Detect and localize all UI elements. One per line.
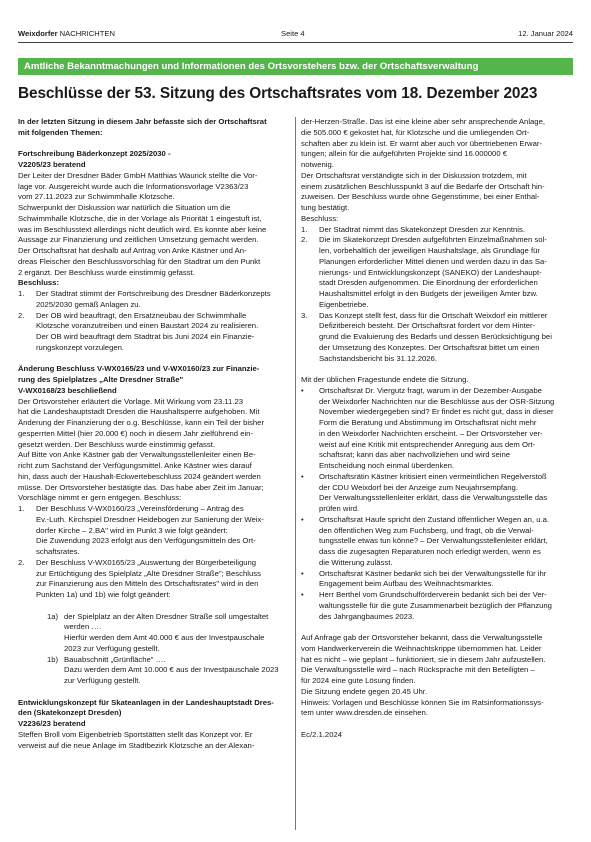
text-line: hat die Landeshauptstadt Dresden die Haushaltsperre aufgehoben. Mit xyxy=(18,407,260,417)
text-line: Planungen erforderlicher Mittel dienen und werden dazu in das Sa- xyxy=(319,256,547,266)
text-line: Form die Beratung und Abstimmung im Ortschaftsrat nicht mehr xyxy=(319,418,537,427)
section-banner: Amtliche Bekanntmachungen und Informationen des Ortsvorstehers bzw. der Ortschaftsverwaltung xyxy=(18,58,573,75)
text-line: den öffentlichen Weg zum Fuchsberg, und fragt, ob die Verwal- xyxy=(319,525,534,535)
list-item xyxy=(18,504,289,558)
text-line: Der Stadtrat nimmt das Skatekonzept Dresden zur Kenntnis. xyxy=(319,224,525,234)
text-line: tem unter www.dresden.de einsehen. xyxy=(301,708,428,718)
text-line: Ortschaftsrätin Kästner kritisiert einen vermeintlichen Regelverstoß xyxy=(319,471,547,481)
section-heading-spielplatz xyxy=(18,364,289,396)
text-line: 2 ergänzt. Der Beschluss wurde einstimmig gefasst. xyxy=(18,267,195,277)
text-line: nierungs- und Entwicklungskonzept (SANEKO) der Landeshaupt- xyxy=(319,267,542,277)
text-line: Defizitbereich besteht. Der Ortschaftsrat fordert vor dem Hinter- xyxy=(319,321,536,331)
text-line: prüfen wird. xyxy=(319,504,360,513)
text-line: dorfer Kirche – 2.BA" wird im Punkt 3 wie folgt geändert: xyxy=(36,525,228,535)
text-line: dass die zugesagten Reparaturen noch erledigt werden, wenn es xyxy=(319,547,541,556)
text-line: Schwimmhalle Klotzsche, die in der Vorlage als Priorität 1 eingestuft ist, xyxy=(18,213,262,223)
text-line: Hinweis: Vorlagen und Beschlüsse können Sie im Ratsinformationssys- xyxy=(301,697,544,707)
text-line: Der Ortschaftsrat hat deshalb auf Antrag von Anke Kästner und An- xyxy=(18,246,247,255)
text-line: hin, dass auch der Haushalt-Eckwertebeschluss 2024 geändert werden xyxy=(18,471,261,481)
text-line: Dazu werden dem Amt 10.000 € aus der Investpauschale 2023 xyxy=(64,665,279,675)
resolution-list xyxy=(18,289,289,354)
text-line: müsse. Der Ortsvorsteher bestätigte das. Das habe aber Zeit im Januar; xyxy=(18,482,264,492)
list-item xyxy=(18,289,289,311)
section-body-spielplatz xyxy=(18,397,289,505)
list-number: 3. xyxy=(301,310,308,320)
text-line: rungskonzept vorzulegen. xyxy=(36,342,125,352)
text-line: einem zusätzlichen Beschlusspunkt 3 auf die Bedarfe der Ortschaft hin- xyxy=(301,181,545,191)
text-line: Engagement beim Aufbau des Weihnachtsmarktes. xyxy=(319,579,494,589)
text-line: 2025/2030 gemäß Anlagen zu. xyxy=(36,299,141,309)
text-line: die Witterung zulässt. xyxy=(319,557,393,567)
text-line: Der Ortschaftsrat verständigte sich in der Diskussion trotzdem, mit xyxy=(301,170,527,180)
text-line: Hierfür werden dem Amt 40.000 € aus der Investpauschale xyxy=(64,633,265,642)
text-line: vom 27.11.2023 zur Schwimmhalle Klotzsche. xyxy=(18,192,175,202)
list-number: 1. xyxy=(18,504,25,513)
text-line: hat es nicht – wie geplant – funktioniert, sie in diesem Jahr aufzustellen. xyxy=(301,654,546,664)
list-item xyxy=(301,225,573,236)
text-line: die 505.000 € gekostet hat, für Klotzsche und die umliegenden Ort- xyxy=(301,127,530,137)
text-line: waltungsstelle für die gute Zusammenarbeit bezüglich der Pflanzung xyxy=(319,600,552,610)
text-line: schaftsrates. xyxy=(36,547,80,556)
list-item xyxy=(18,311,289,354)
text-line: Auf Anfrage gab der Ortsvorsteher bekannt, dass die Verwaltungsstelle xyxy=(301,633,543,642)
text-line: dreas Fleischer den Beschlussvorschlag für den Stadtrat um den Punkt xyxy=(18,256,261,266)
fragestunde-intro: Mit der üblichen Fragestunde endete die Sitzung. xyxy=(301,375,469,384)
list-number: 2. xyxy=(18,557,25,567)
text-line: Schwerpunkt der Diskussion war natürlich die Situation um die xyxy=(18,203,231,212)
list-item xyxy=(301,569,573,591)
text-line: zur Finanzierung aus den Mitteln des Ortschaftsrates" wird in den xyxy=(36,579,259,589)
sub-item xyxy=(47,612,289,655)
text-line: werden …. xyxy=(64,622,102,632)
text-line: notwenig. xyxy=(301,160,334,169)
text-line: in den Weixdorfer Nachrichten erscheint. – Der Ortsvorsteher ver- xyxy=(319,428,543,438)
intro xyxy=(18,117,289,139)
right-column xyxy=(301,117,573,741)
text-line: gesetzt werden. Der Beschluss wurde einstimmig gefasst. xyxy=(18,439,215,449)
section-body-skatekonzept xyxy=(18,730,289,752)
text-line: Der OB wird beauftragt dem Stadtrat bis Juni 2024 ein Finanzie- xyxy=(36,332,255,341)
text-line: schaften aber zu klein ist. Er warnt aber auch vor übertriebenen Erwar- xyxy=(301,138,542,148)
text-line: richt zum Sachstand der Verfügungsmittel. Anke Kästner wies darauf xyxy=(18,461,252,470)
section-heading-skatekonzept xyxy=(18,698,289,730)
issue-date: 12. Januar 2024 xyxy=(518,29,573,38)
text-line: rung des Spielplatzes „Alte Dresdner Straße" xyxy=(18,375,184,384)
text-line: tungen; allein für die aufgeführten Projekte sind 16.000000 € xyxy=(301,149,508,159)
text-line: Beschluss: xyxy=(301,213,339,223)
text-line: Entscheidung noch einmal überdenken. xyxy=(319,461,455,470)
text-line: Änderung der Finanzierung der o.g. Beschlüsse, kann ein Teil der bisher xyxy=(18,418,265,427)
text-line: Die im Skatekonzept Dresden aufgeführten Einzelmaßnahmen sol- xyxy=(319,235,547,245)
text-line: der Weixdorfer Nachrichten nur die Beschlüsse aus der OSR-Sitzung xyxy=(319,396,555,406)
text-line: lage vor. Ausgereicht wurde auch die Informationsvorlage V2363/23 xyxy=(18,181,249,191)
text-line: Ortschaftsrat Kästner bedankt sich bei der Verwaltungsstelle für ihr xyxy=(319,568,547,578)
text-line: tung bestätigt. xyxy=(301,203,350,212)
text-line: Die Verwaltungsstelle wird – nach Rücksprache mit den Beteiligten – xyxy=(301,665,535,675)
text-line: der Spielplatz an der Alten Dresdner Straße soll umgestaltet xyxy=(64,611,269,621)
text-line: Steffen Broll vom Eigenbetrieb Sportstätten stellt das Konzept vor. Er xyxy=(18,729,253,739)
left-column xyxy=(18,117,289,751)
text-line: Auf Bitte von Anke Kästner gab der Verwaltungsstellenleiter einen Be- xyxy=(18,450,256,460)
text-line: V2205/23 beratend xyxy=(18,160,86,169)
text-line: Der Ortsvorsteher erläutert die Vorlage. Mit Wirkung vom 23.11.23 xyxy=(18,396,244,406)
sub-item xyxy=(47,655,289,687)
sub-item-label: 1a) xyxy=(47,611,59,621)
bullet-icon: • xyxy=(301,471,304,481)
question-list xyxy=(301,386,573,623)
text-line: Der Beschluss V-WX0160/23 „Vereinsförderung – Antrag des xyxy=(36,504,244,513)
text-line: der Umsetzung des Konzeptes. Der Ortschaftsrat bittet um einen xyxy=(319,342,540,352)
list-item xyxy=(18,558,289,601)
text-line: Der OB wird beauftragt, den Ersatzneubau der Schwimmhalle xyxy=(36,310,247,320)
text-line: Ortschaftsrat Dr. Viergutz fragt, warum in der Dezember-Ausgabe xyxy=(319,385,542,395)
text-line: zur Verfügung gestellt. xyxy=(64,676,141,685)
text-line: Änderung Beschluss V-WX0165/23 und V-WX0160/23 zur Finanzie- xyxy=(18,364,260,374)
publication-name xyxy=(18,29,115,38)
text-line: vom Handwerkerverein die Weihnachtskrippe übernommen hat. Leider xyxy=(301,643,542,653)
text-line: len, vorbehaltlich der jeweiligen Haushaltslage, als Grundlage für xyxy=(319,246,540,255)
text-line: V-WX0168/23 beschließend xyxy=(18,385,117,395)
bullet-icon: • xyxy=(301,385,304,395)
text-line: Vorschläge nimmt er gern entgegen. Beschluss: xyxy=(18,493,182,503)
text-line: des Jahrgangbaumes 2023. xyxy=(319,611,415,621)
sub-list xyxy=(18,612,289,687)
text-line: der-Herzen-Straße. Das ist eine kleine aber sehr ansprechende Anlage, xyxy=(301,117,545,126)
text-line: gesperrten Mittel (hier 20.000 €) noch in diesem Jahr zielführend ein- xyxy=(18,428,254,438)
text-line: Die Sitzung endete gegen 20.45 Uhr. xyxy=(301,686,428,696)
text-line: grund die Evaluierung des Bedarfs und dessen Berücksichtigung bei xyxy=(319,332,552,341)
text-line: zuweisen. Der Beschluss wurde ohne Gegenstimme, bei einer Enthal- xyxy=(301,192,540,202)
text-line: 2023 zur Verfügung gestellt. xyxy=(64,643,160,653)
list-number: 1. xyxy=(301,224,308,234)
text-line: tungsstelle etwas tun könne? – Der Verwaltungsstellenleiter erklärt, xyxy=(319,536,548,546)
header-rule xyxy=(18,42,573,43)
list-number: 2. xyxy=(18,310,25,320)
list-number: 2. xyxy=(301,235,308,245)
list-item xyxy=(301,235,573,310)
text-line: Die Zuwendung 2023 erfolgt aus den Verfügungsmitteln des Ort- xyxy=(36,536,256,546)
text-line: November wiedergegeben sind? Er findet es nicht gut, dass in dieser xyxy=(319,407,554,417)
list-item xyxy=(301,386,573,472)
text-line: zur Ertüchtigung des Spielplatz „Alte Dresdner Straße"; Beschluss xyxy=(36,568,261,578)
publication-name-bold: Weixdorfer xyxy=(18,29,58,38)
list-number: 1. xyxy=(18,289,25,298)
text-line: Fortschreibung Bäderkonzept 2025/2030 - xyxy=(18,149,171,159)
text-line: Bauabschnitt „Grünfläche" …. xyxy=(64,654,166,664)
text-line: Ev.-Luth. Kirchspiel Dresdner Heidebogen zur Sanierung der Weix- xyxy=(36,514,264,524)
resolution-list xyxy=(301,225,573,365)
beschluss-label: Beschluss: xyxy=(18,278,60,288)
text-line: Sachstandsbericht bis 31.12.2026. xyxy=(319,353,437,363)
text-line: für 2024 eine gute Lösung finden. xyxy=(301,676,416,685)
text-line: Ortschaftsrat Haufe spricht den Zustand öffentlicher Wegen an, u.a. xyxy=(319,514,550,524)
text-line: weist auf eine Kritik mit entsprechender Anregung aus dem Ort- xyxy=(319,439,536,449)
list-item xyxy=(301,472,573,515)
section-heading-baederkonzept xyxy=(18,149,289,171)
page-number: Seite 4 xyxy=(281,29,305,38)
text-line: den (Skatekonzept Dresden) xyxy=(18,708,122,718)
resolution-list xyxy=(18,504,289,601)
text-line: mit folgenden Themen: xyxy=(18,127,103,137)
skatekonzept-continued xyxy=(301,117,573,225)
text-line: Haushaltsmittel erfolgt in den Budgets der jeweiligen Ämter bzw. xyxy=(319,289,538,298)
publication-name-rest: NACHRICHTEN xyxy=(59,29,115,38)
page-header xyxy=(18,29,573,41)
text-line: schaftsrat; kann das aber nachvollziehen und wird seine xyxy=(319,450,511,460)
text-line: Eigenbetriebe. xyxy=(319,299,369,309)
text-line: Aussage zur Finanzierung und zeitlichen Umsetzung gemacht werden. xyxy=(18,235,259,245)
text-line: Punkten 1a) und 1b) wie folgt geändert: xyxy=(36,590,171,599)
text-line: Der Leiter der Dresdner Bäder GmbH Matthias Waurick stellte die Vor- xyxy=(18,170,258,180)
text-line: Das Konzept stellt fest, dass für die Ortschaft Weixdorf ein mittlerer xyxy=(319,310,548,320)
text-line: Der Stadtrat stimmt der Fortschreibung des Dresdner Bäderkonzepts xyxy=(36,289,271,298)
text-line: der CDU Weixdorf bei der Anzeige zum Neujahrsempfang. xyxy=(319,482,518,492)
text-line: Der Verwaltungsstellenleiter erklärt, dass die Verwaltungsstelle das xyxy=(319,493,548,503)
list-item xyxy=(301,515,573,569)
bullet-icon: • xyxy=(301,590,304,599)
text-line: In der letzten Sitzung in diesem Jahr befasste sich der Ortschaftsrat xyxy=(18,117,267,126)
text-line: Klotzsche voranzutreiben und einen Baustart 2024 zu realisieren. xyxy=(36,321,259,331)
sub-item-label: 1b) xyxy=(47,654,59,664)
text-line: Herr Berthel vom Grundschulförderverein bedankt sich bei der Ver- xyxy=(319,590,547,599)
author-sign: Ec/2.1.2024 xyxy=(301,729,343,739)
closing-notes xyxy=(301,633,573,719)
section-body-baederkonzept xyxy=(18,171,289,279)
text-line: verweist auf die neue Anlage im Stadtbezirk Klotzsche an der Alexan- xyxy=(18,740,255,750)
text-line: V2236/23 beratend xyxy=(18,719,86,728)
text-line: stadt Dresden aufgenommen. Die Einordnung der erforderlichen xyxy=(319,278,538,288)
list-item xyxy=(301,590,573,622)
text-line: Entwicklungskonzept für Skateanlagen in der Landeshauptstadt Dres- xyxy=(18,697,274,707)
text-line: was im Beschlusstext allerdings nicht deutlich wird. Es konnte aber keine xyxy=(18,224,267,234)
article-title: Beschlüsse der 53. Sitzung des Ortschaftsrates vom 18. Dezember 2023 xyxy=(18,85,538,102)
bullet-icon: • xyxy=(301,514,304,524)
list-item xyxy=(301,311,573,365)
column-divider xyxy=(295,117,296,830)
text-line: Der Beschluss V-WX0165/23 „Auswertung der Bürgerbeteiligung xyxy=(36,557,257,567)
bullet-icon: • xyxy=(301,568,304,578)
